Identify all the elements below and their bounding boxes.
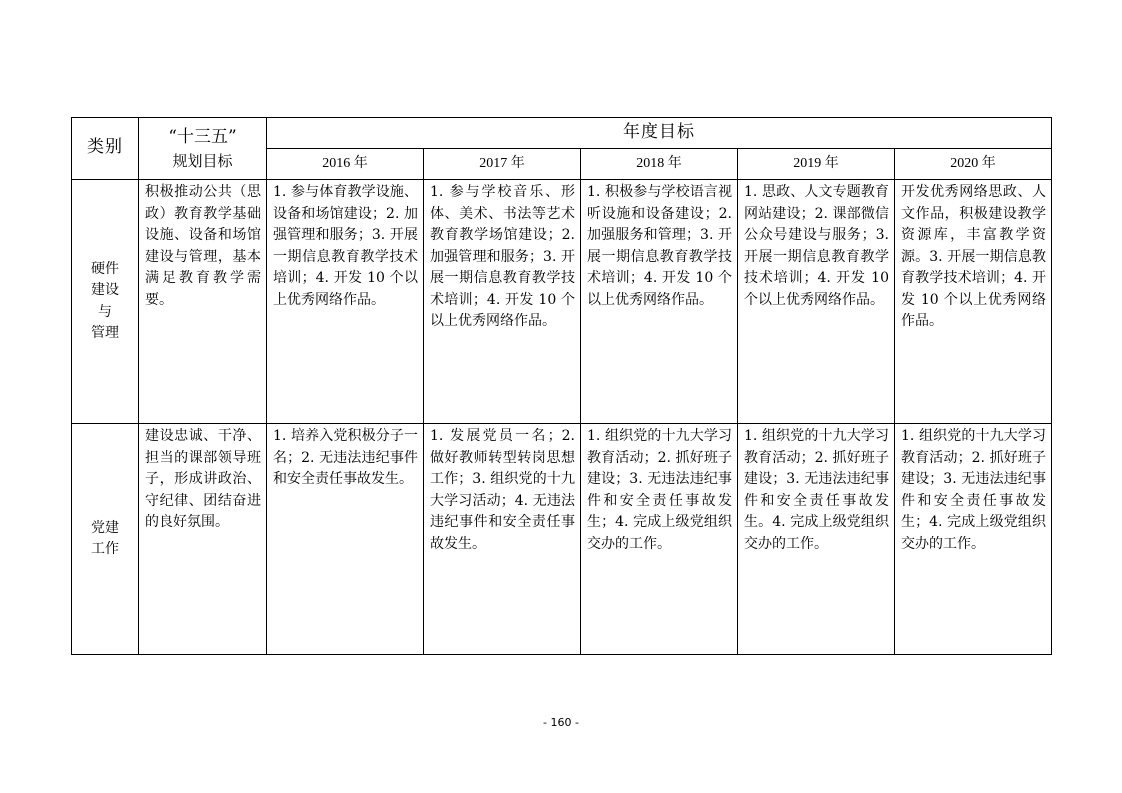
category-cell <box>72 180 139 424</box>
category-line: 党建 <box>91 519 119 536</box>
year-goal-cell: 1. 参与体育教学设施、设备和场馆建设；2. 加强管理和服务；3. 开展一期信息教育教学技术培训；4. 开发 10 个以上优秀网络作品。 <box>267 180 424 424</box>
category-line: 建设 <box>91 282 119 298</box>
header-category-label: 类别 <box>87 137 123 158</box>
year-goal-cell: 1. 思政、人文专题教育网站建设；2. 课部微信公众号建设与服务；3. 开展一期信息教育教学技术培训；4. 开发 10 个以上优秀网络作品。 <box>738 180 895 424</box>
header-year: 2020 年 <box>895 149 1052 180</box>
header-annual <box>267 118 1052 149</box>
year-goal-cell: 1. 培养入党积极分子一名；2. 无违法违纪事件和安全责任事故发生。 <box>267 424 424 655</box>
year-goal-cell: 1. 参与学校音乐、形体、美术、书法等艺术教育教学场馆建设；2. 加强管理和服务；3. 开展一期信息教育教学技术培训；4. 开发 10 个以上优秀网络作品。 <box>424 180 581 424</box>
header-year: 2016 年 <box>267 149 424 180</box>
header-year: 2019 年 <box>738 149 895 180</box>
plan-cell: 建设忠诚、干净、担当的课部领导班子，形成讲政治、守纪律、团结奋进的良好氛围。 <box>139 424 267 655</box>
year-goal-cell: 1. 组织党的十九大学习教育活动；2. 抓好班子建设；3. 无违法违纪事件和安全责任事故发生。4. 完成上级党组织交办的工作。 <box>738 424 895 655</box>
year-goal-cell: 1. 组织党的十九大学习教育活动；2. 抓好班子建设；3. 无违法违纪事件和安全责任事故发生；4. 完成上级党组织交办的工作。 <box>895 424 1052 655</box>
header-plan-line2: 规划目标 <box>172 151 233 170</box>
category-cell <box>72 424 139 655</box>
category-line: 管理 <box>91 325 119 341</box>
header-year: 2018 年 <box>581 149 738 180</box>
year-goal-cell: 1. 积极参与学校语言视听设施和设备建设；2. 加强服务和管理；3. 开展一期信息教育教学技术培训；4. 开发 10 个以上优秀网络作品。 <box>581 180 738 424</box>
page-number: - 160 - <box>543 716 579 729</box>
header-row-top <box>72 118 1052 149</box>
year-goal-cell: 1. 发展党员一名；2. 做好教师转型转岗思想工作；3. 组织党的十九大学习活动；4. 无违法违纪事件和安全责任事故发生。 <box>424 424 581 655</box>
annual-goals-table <box>71 117 1052 655</box>
header-year: 2017 年 <box>424 149 581 180</box>
year-goal-cell: 开发优秀网络思政、人文作品，积极建设教学资源库，丰富教学资源。3. 开展一期信息教育教学技术培训；4. 开发 10 个以上优秀网络作品。 <box>895 180 1052 424</box>
table-row <box>72 180 1052 424</box>
table-row <box>72 424 1052 655</box>
header-annual-label: 年度目标 <box>623 121 696 142</box>
category-line: 硬件 <box>91 260 119 277</box>
header-plan-line1: “十三五” <box>168 126 237 147</box>
category-line: 与 <box>98 303 112 320</box>
category-line: 工作 <box>91 541 119 557</box>
year-goal-cell: 1. 组织党的十九大学习教育活动；2. 抓好班子建设；3. 无违法违纪事件和安全责任事故发生；4. 完成上级党组织交办的工作。 <box>581 424 738 655</box>
header-plan <box>139 118 267 180</box>
plan-cell: 积极推动公共（思政）教育教学基础设施、设备和场馆建设与管理，基本满足教育教学需要。 <box>139 180 267 424</box>
header-category <box>72 118 139 180</box>
